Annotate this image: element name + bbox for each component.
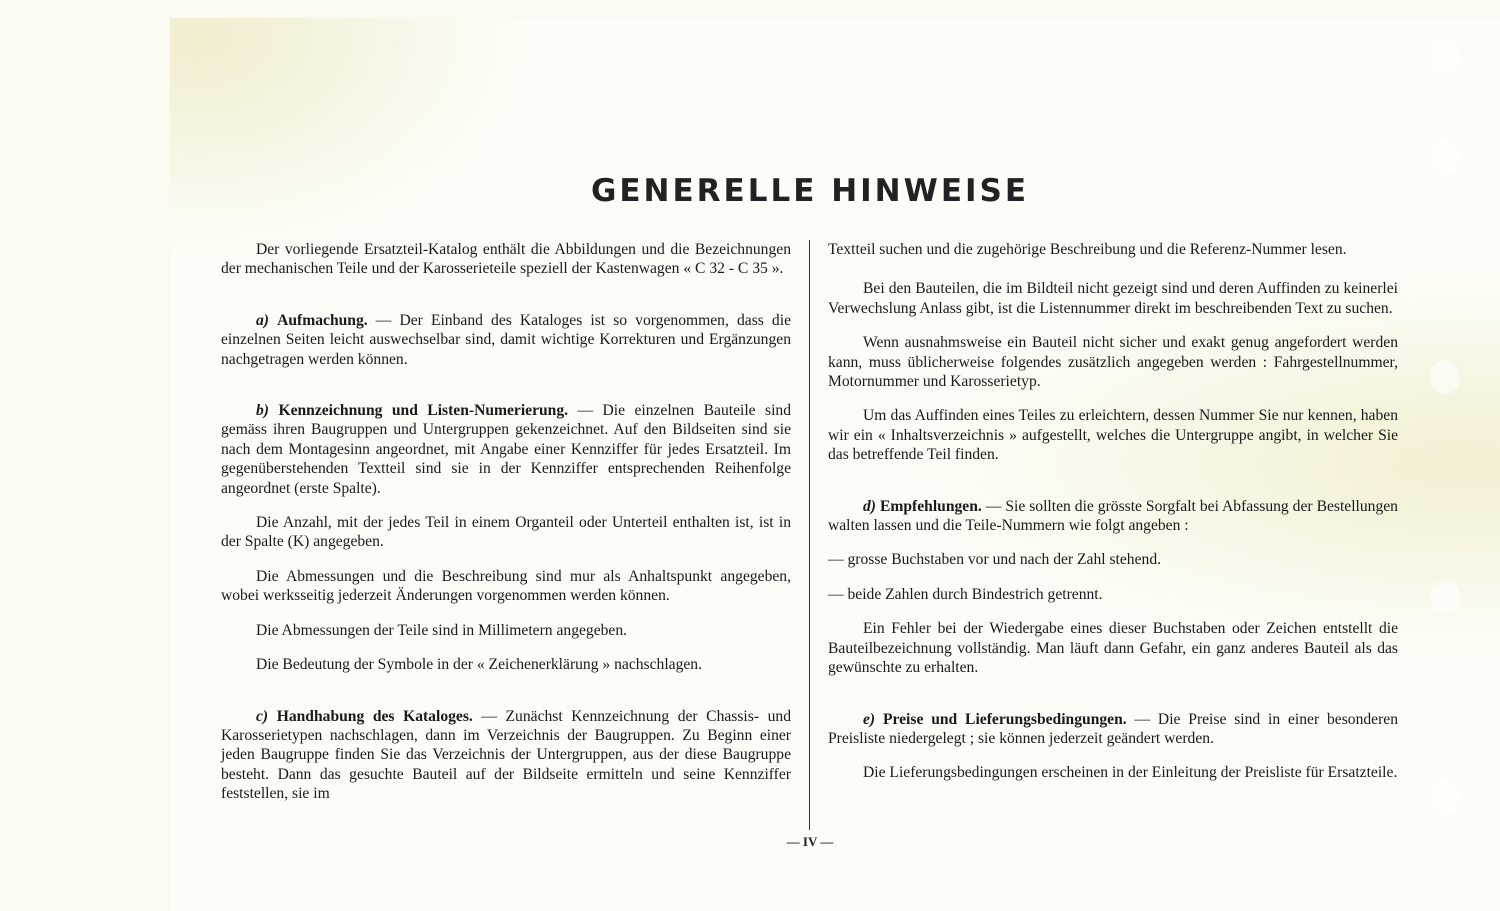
section-c-label: c) [256,707,269,725]
binder-hole [1430,40,1460,74]
section-a [221,311,791,369]
section-b-text: — Die einzelnen Bauteile sind gemäss ihren Baugruppen und Untergruppen gekenzeichnet. Auf den Bildseiten sind sie nach dem Montagesinn angeordnet, mit Angabe einer Kennziffer für jedes Ersatzteil. Im gegenüberstehenden Textteil sind sie in der Kennziffer entsprechenden Reihenfolge angeordnet (erste Spalte). [221,402,792,497]
binder-hole [1430,140,1460,174]
left-column [221,240,791,819]
section-c [221,707,791,804]
section-d-label: d) [863,497,876,515]
right-column [828,240,1398,798]
lieferung-paragraph: Die Lieferungsbedingungen erscheinen in der Einleitung der Preisliste für Ersatzteile. [863,764,1398,782]
section-b-heading: Kennzeichnung und Listen-Numerierung. [278,402,569,420]
section-a-text: — Der Einband des Kataloges ist so vorgenommen, dass die einzelnen Seiten leicht auswechselbar sind, damit wichtige Korrekturen und Ergänzungen nachgetragen werden können. [221,311,791,368]
section-e-label: e) [863,710,876,728]
section-e-text: — Die Preise sind in einer besonderen Preisliste niedergelegt ; sie können jederzeit geändert werden. [828,710,1399,747]
section-a-heading: Aufmachung. [277,311,368,329]
intro-paragraph: Der vorliegende Ersatzteil-Katalog enthält die Abbildungen und die Bezeichnungen der mechanischen Teile und der Karosserieteile speziell der Kastenwagen « C 32 - C 35 ». [221,241,791,278]
binder-hole [1430,580,1460,614]
anzahl-paragraph: Die Anzahl, mit der jedes Teil in einem Organteil oder Unterteil enthalten ist, ist in der Spalte (K) angegeben. [221,514,791,551]
page-title: GENERELLE HINWEISE [590,172,1030,209]
section-d-text: — Sie sollten die grösste Sorgfalt bei Abfassung der Bestellungen walten lassen und die Teile-Nummern wie folgt angeben : [828,497,1398,535]
abmessungen-paragraph: Die Abmessungen und die Beschreibung sind mur als Anhaltspunkt angegeben, wobei werksseitig jederzeit Änderungen vorgenommen werden können. [221,567,791,605]
section-c-text: — Zunächst Kennzeichnung der Chassis- und Karosserietypen nachschlagen, dann im Verzeichnis der Baugruppen. Zu Beginn einer jeden Baugruppe finden Sie das Verzeichnis der Untergruppen, aus der diese Baugruppe besteht. Dann das gesuchte Bauteil auf der Bildseite ermitteln und seine Kennziffer feststellen, sie im [221,707,791,803]
fehler-paragraph: Ein Fehler bei der Wiedergabe eines dieser Buchstaben oder Zeichen entstellt die Bauteilbezeichnung vollständig. Man läuft dann Gefahr, ein ganz anderes Bauteil als das gewünschte zu erhalten. [828,620,1398,677]
section-b-label: b) [256,402,269,420]
symbole-paragraph: Die Bedeutung der Symbole in der « Zeichenerklärung » nachschlagen. [256,656,703,674]
millimeter-paragraph: Die Abmessungen der Teile sind in Millimetern angegeben. [256,621,628,639]
bauteilen-paragraph: Bei den Bauteilen, die im Bildteil nicht gezeigt sind und deren Auffinden zu keinerlei Verwechslung Anlass gibt, ist die Listennummer direkt im beschreibenden Text zu suchen. [828,280,1398,317]
ausnahme-paragraph: Wenn ausnahmsweise ein Bauteil nicht sicher und exakt genug angefordert werden kann, muss üblicherweise folgendes zusätzlich angegeben werden : Fahrgestellnummer, Motornummer und Karosserietyp. [828,334,1398,391]
auffinden-paragraph: Um das Auffinden eines Teiles zu erleichtern, dessen Nummer Sie nur kennen, haben wir ein « Inhaltsverzeichnis » aufgestellt, welches die Untergruppe angibt, in welcher Sie das betreffende Teil finden. [828,407,1398,464]
binder-hole [1430,780,1460,814]
section-d [828,497,1398,536]
dash-item: — beide Zahlen durch Bindestrich getrennt. [828,585,1103,603]
section-c-heading: Handhabung des Kataloges. [276,707,473,725]
section-e-heading: Preise und Lieferungsbedingungen. [882,710,1127,728]
section-b [221,401,791,498]
section-d-heading: Empfehlungen. [879,497,982,515]
binder-hole [1430,360,1460,394]
section-e [828,710,1398,749]
page-number: — IV — [786,834,834,849]
continuation-paragraph: Textteil suchen und die zugehörige Beschreibung und die Referenz-Nummer lesen. [828,241,1347,258]
column-divider [809,240,810,830]
section-a-label: a) [256,311,269,329]
dash-item: — grosse Buchstaben vor und nach der Zahl stehend. [828,551,1162,569]
